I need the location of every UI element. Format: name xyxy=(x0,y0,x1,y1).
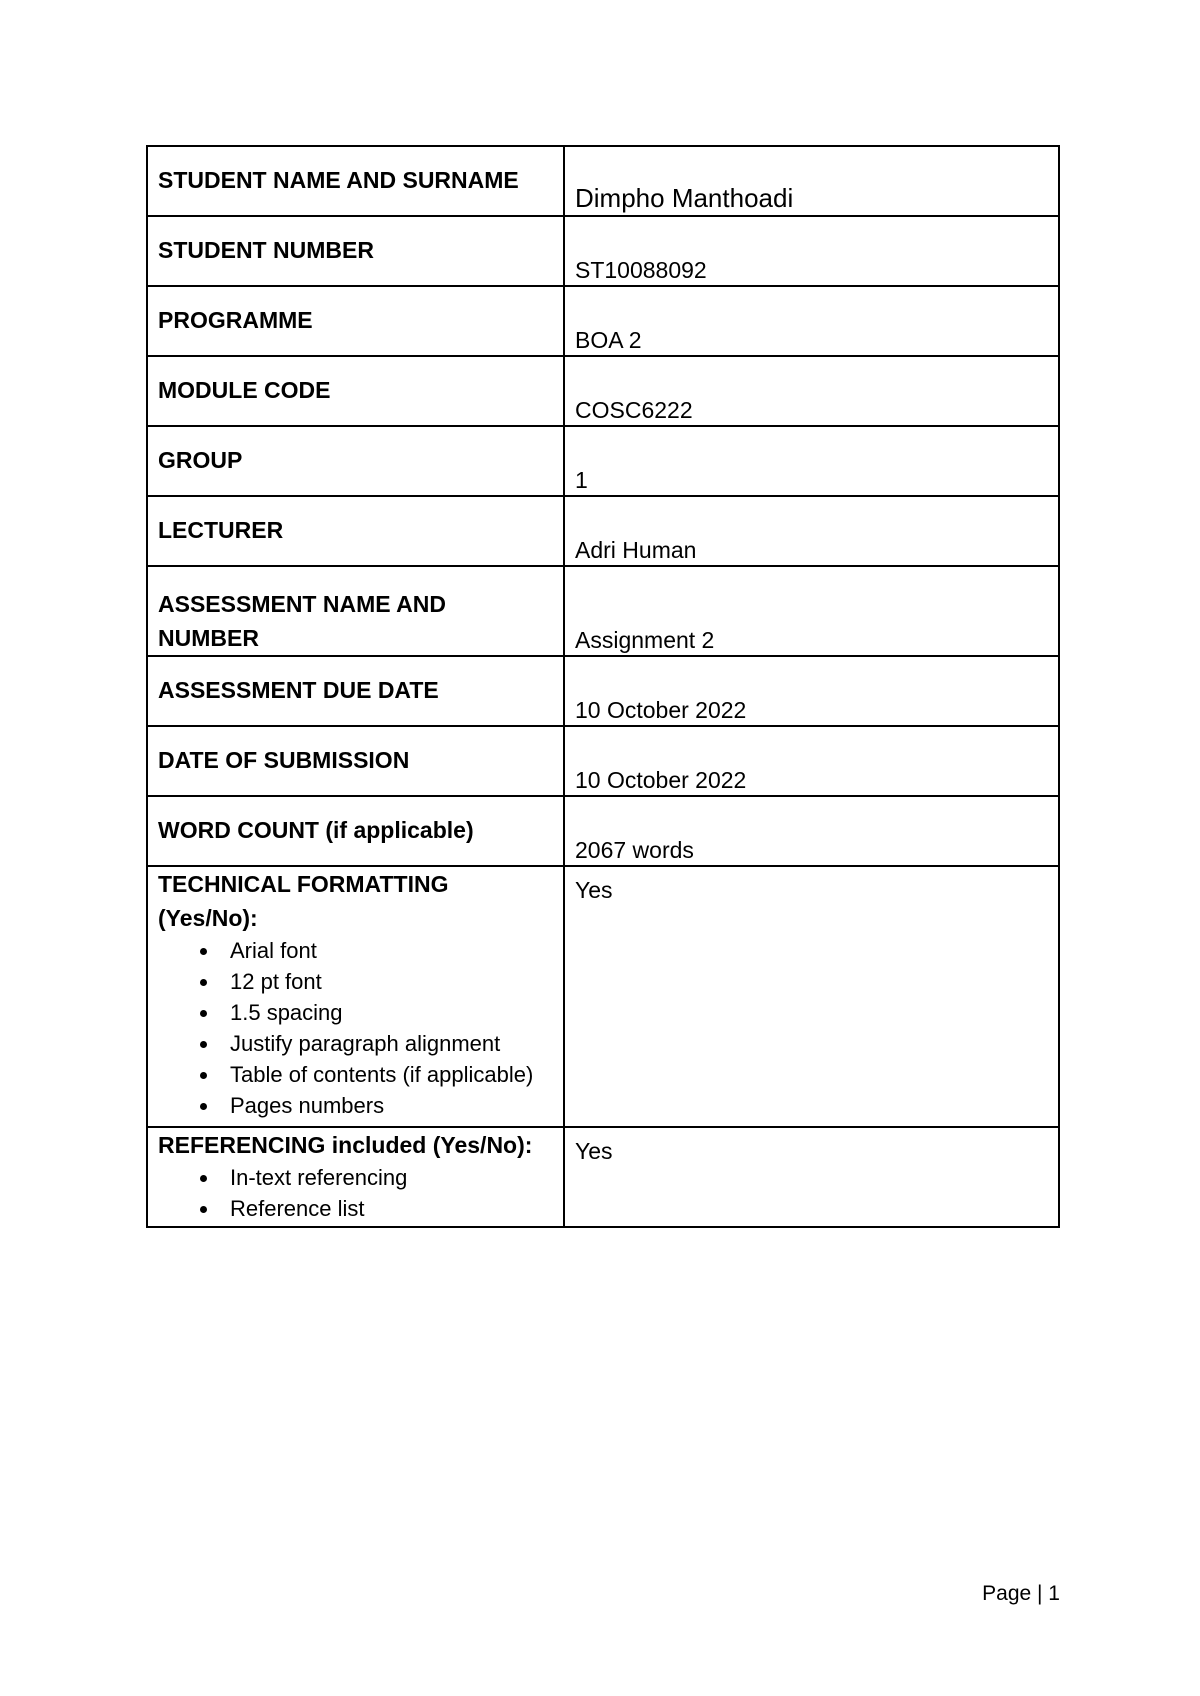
technical-formatting-value: Yes xyxy=(564,866,1059,1127)
technical-formatting-label xyxy=(147,866,564,1127)
row-value: Adri Human xyxy=(564,496,1059,566)
table-row xyxy=(147,726,1059,796)
table-row xyxy=(147,796,1059,866)
row-label: MODULE CODE xyxy=(147,356,564,426)
list-item: • Justify paragraph alignment xyxy=(220,1028,553,1059)
table-row xyxy=(147,496,1059,566)
row-label-line: NUMBER xyxy=(158,625,259,651)
student-name-value: Dimpho Manthoadi xyxy=(575,183,794,213)
row-label-line: ASSESSMENT NAME AND xyxy=(158,591,446,617)
list-item: • Reference list xyxy=(220,1193,553,1224)
row-label: STUDENT NUMBER xyxy=(147,216,564,286)
table-row xyxy=(147,426,1059,496)
row-value xyxy=(564,146,1059,216)
technical-formatting-list xyxy=(158,935,553,1121)
row-label: PROGRAMME xyxy=(147,286,564,356)
row-value: BOA 2 xyxy=(564,286,1059,356)
referencing-row xyxy=(147,1127,1059,1227)
cover-sheet-table xyxy=(146,145,1060,1228)
row-label-line: REFERENCING included (Yes/No): xyxy=(158,1132,533,1158)
row-label: LECTURER xyxy=(147,496,564,566)
table-row xyxy=(147,656,1059,726)
list-item: • In-text referencing xyxy=(220,1162,553,1193)
row-label: STUDENT NAME AND SURNAME xyxy=(147,146,564,216)
technical-formatting-row xyxy=(147,866,1059,1127)
referencing-label xyxy=(147,1127,564,1227)
list-item: • Pages numbers xyxy=(220,1090,553,1121)
row-value: COSC6222 xyxy=(564,356,1059,426)
referencing-value: Yes xyxy=(564,1127,1059,1227)
row-value: ST10088092 xyxy=(564,216,1059,286)
row-label xyxy=(147,566,564,656)
table-row xyxy=(147,286,1059,356)
table-row xyxy=(147,356,1059,426)
list-item: • Arial font xyxy=(220,935,553,966)
row-value: 10 October 2022 xyxy=(564,726,1059,796)
table-row xyxy=(147,216,1059,286)
row-label: WORD COUNT (if applicable) xyxy=(147,796,564,866)
list-item: • Table of contents (if applicable) xyxy=(220,1059,553,1090)
row-value: Assignment 2 xyxy=(564,566,1059,656)
page-number: Page | 1 xyxy=(982,1582,1060,1605)
referencing-list xyxy=(158,1162,553,1224)
row-value: 2067 words xyxy=(564,796,1059,866)
row-value: 1 xyxy=(564,426,1059,496)
list-item: • 1.5 spacing xyxy=(220,997,553,1028)
row-label-line: (Yes/No): xyxy=(158,905,258,931)
row-label: DATE OF SUBMISSION xyxy=(147,726,564,796)
table-row xyxy=(147,146,1059,216)
row-label: GROUP xyxy=(147,426,564,496)
row-value: 10 October 2022 xyxy=(564,656,1059,726)
table-row xyxy=(147,566,1059,656)
list-item: • 12 pt font xyxy=(220,966,553,997)
row-label: ASSESSMENT DUE DATE xyxy=(147,656,564,726)
row-label-line: TECHNICAL FORMATTING xyxy=(158,871,449,897)
